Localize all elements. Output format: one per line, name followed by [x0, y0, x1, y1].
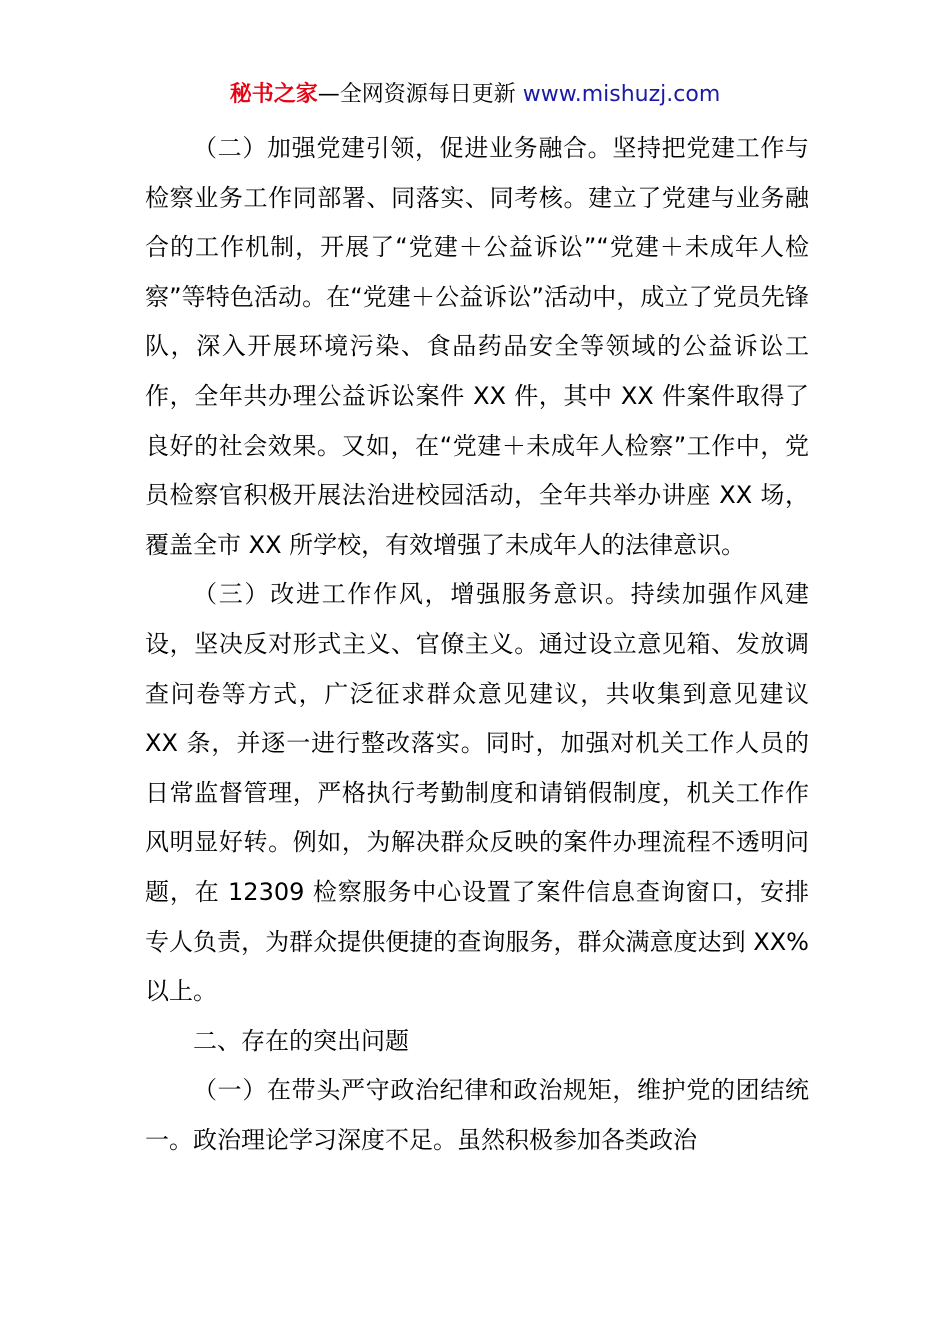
paragraph-party-building: （二）加强党建引领，促进业务融合。坚持把党建工作与检察业务工作同部署、同落实、同考核。建立了党建与业务融合的工作机制，开展了“党建＋公益诉讼”“党建＋未成年人检察”等特色活动。在“党建＋公益诉讼”活动中，成立了党员先锋队，深入开展环境污染、食品药品安全等领域的公益诉讼工作，全年共办理公益诉讼案件 XX 件，其中 XX 件案件取得了良好的社会效果。又如，在“党建＋未成年人检察”工作中，党员检察官积极开展法治进校园活动，全年共举办讲座 XX 场，覆盖全市 XX 所学校，有效增强了未成年人的法律意识。	[145, 134, 809, 559]
paragraph-political-discipline: （一）在带头严守政治纪律和政治规矩，维护党的团结统一。政治理论学习深度不足。虽然积极参加各类政治	[145, 1076, 809, 1154]
document-body	[145, 124, 809, 1165]
paragraph-work-style: （三）改进工作作风，增强服务意识。持续加强作风建设，坚决反对形式主义、官僚主义。通过设立意见箱、发放调查问卷等方式，广泛征求群众意见建议，共收集到意见建议 XX 条，并逐一进行整改落实。同时，加强对机关工作人员的日常监督管理，严格执行考勤制度和请销假制度，机关工作作风明显好转。例如，为解决群众反映的案件办理流程不透明问题，在 12309 检察服务中心设置了案件信息查询窗口，安排专人负责，为群众提供便捷的查询服务，群众满意度达到 XX%以上。	[145, 580, 809, 1006]
site-slogan: —全网资源每日更新	[317, 82, 523, 107]
section-heading-problems: 二、存在的突出问题	[193, 1026, 409, 1055]
site-url-link[interactable]: www.mishuzj.com	[522, 82, 721, 107]
page-header	[0, 80, 950, 110]
site-brand: 秘书之家	[229, 82, 318, 107]
